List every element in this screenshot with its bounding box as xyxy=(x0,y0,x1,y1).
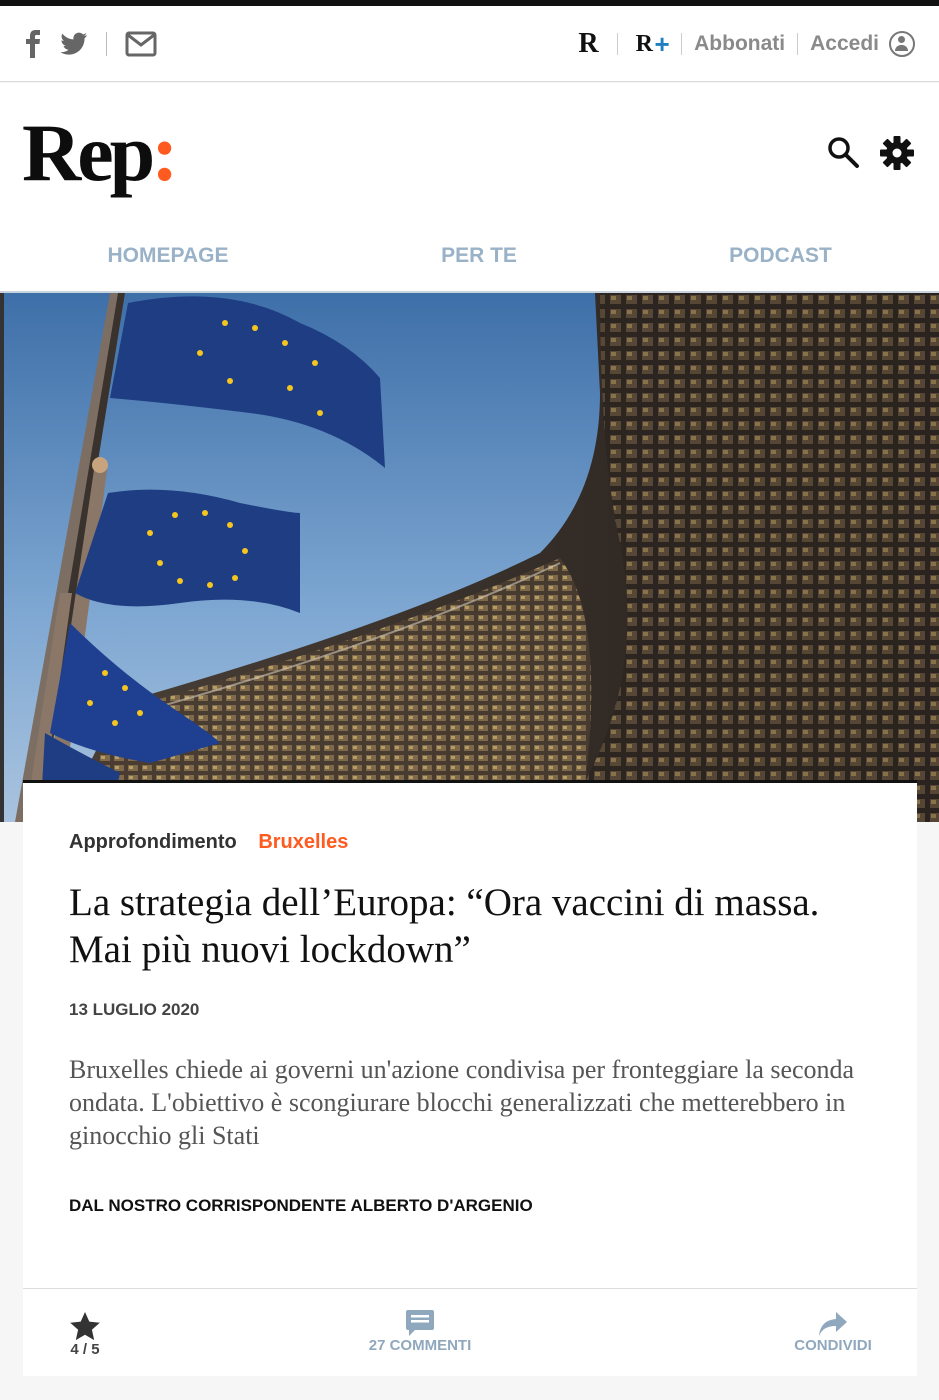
article-kicker xyxy=(69,831,348,854)
mail-icon[interactable] xyxy=(125,31,157,57)
hero-image xyxy=(0,293,939,822)
repubblica-logo[interactable]: R xyxy=(578,28,599,59)
article-summary: Bruxelles chiede ai governi un'azione condivisa per fronteggiare la seconda ondata. L'obiettivo è scongiurare blocchi generalizzati che metterebbero in ginocchio gli Stati xyxy=(69,1055,855,1150)
article-byline: DAL NOSTRO CORRISPONDENTE ALBERTO D'ARGENIO xyxy=(69,1196,533,1215)
star-icon xyxy=(69,1311,101,1341)
article-section-link[interactable]: Bruxelles xyxy=(258,831,349,853)
rep-logo[interactable] xyxy=(22,103,179,203)
search-icon[interactable] xyxy=(826,135,860,169)
article-headline: La strategia dell’Europa: “Ora vaccini di massa. Mai più nuovi lockdown” xyxy=(69,881,820,971)
subscribe-link[interactable]: Abbonati xyxy=(694,32,786,55)
social-share-links xyxy=(24,30,157,58)
brand-colon: : xyxy=(151,107,179,198)
divider xyxy=(617,33,618,55)
divider xyxy=(106,32,107,56)
article-type: Approfondimento xyxy=(69,831,237,853)
twitter-icon[interactable] xyxy=(60,32,88,56)
facebook-icon[interactable] xyxy=(24,30,42,58)
rplus-letter: R xyxy=(635,30,653,57)
login-link[interactable]: Accedi xyxy=(810,32,879,55)
comments-count: 27 COMMENTI xyxy=(368,1337,472,1354)
divider xyxy=(681,33,682,55)
article-date: 13 LUGLIO 2020 xyxy=(69,1000,200,1019)
rating-button[interactable] xyxy=(69,1311,101,1359)
user-icon[interactable] xyxy=(889,31,915,57)
brand-text: Rep xyxy=(22,107,152,198)
tab-per-te[interactable]: PER TE xyxy=(441,244,517,267)
tab-podcast[interactable]: PODCAST xyxy=(729,244,832,267)
comment-icon xyxy=(405,1309,435,1337)
article-card xyxy=(23,780,917,1374)
tab-homepage[interactable]: HOMEPAGE xyxy=(107,244,229,267)
utility-bar xyxy=(0,6,939,82)
share-label: CONDIVIDI xyxy=(794,1337,872,1354)
share-icon xyxy=(818,1311,848,1337)
rating-value: 4 / 5 xyxy=(70,1341,100,1358)
rplus-logo[interactable] xyxy=(636,29,670,60)
rplus-symbol: + xyxy=(653,28,670,59)
account-links xyxy=(578,24,915,64)
share-button[interactable] xyxy=(791,1311,875,1355)
divider xyxy=(797,33,798,55)
article-actions xyxy=(23,1288,917,1376)
gear-icon[interactable] xyxy=(879,135,915,171)
main-nav xyxy=(0,218,939,293)
comments-button[interactable] xyxy=(368,1309,472,1355)
masthead xyxy=(0,83,939,293)
